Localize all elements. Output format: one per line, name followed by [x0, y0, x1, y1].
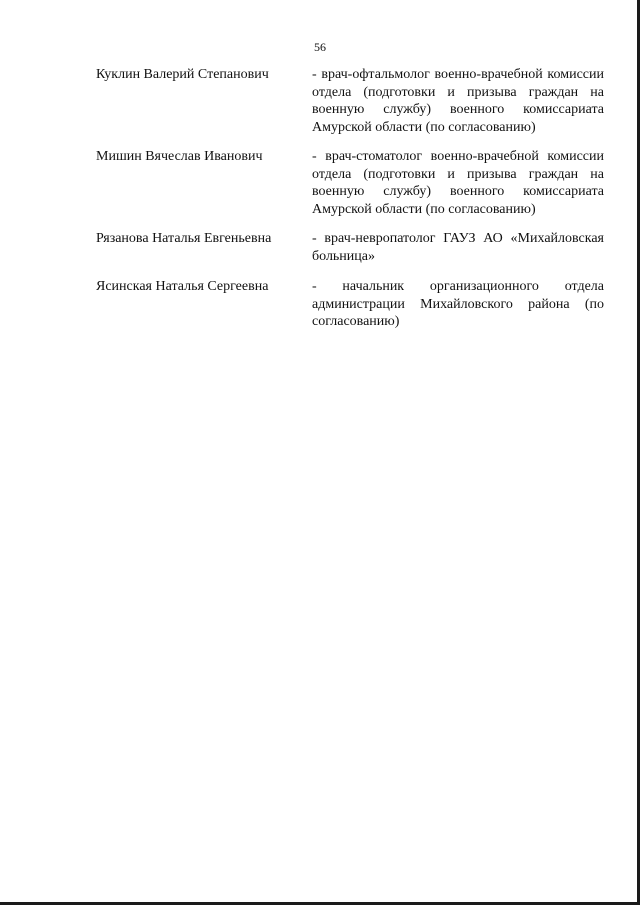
member-name: Ясинская Наталья Сергеевна — [96, 279, 269, 294]
commission-member-list — [96, 66, 606, 348]
member-entry — [96, 230, 606, 278]
page-number: 56 — [314, 40, 326, 54]
member-entry — [96, 278, 606, 348]
member-entry — [96, 148, 606, 230]
member-name: Рязанова Наталья Евгеньевна — [96, 231, 272, 246]
member-position: - врач-офтальмолог военно-врачебной комиссии отдела (подготовки и призыва граждан на военную службу) военного комиссариата Амурской области (по согласованию) — [312, 67, 604, 135]
member-position: - начальник организационного отдела администрации Михайловского района (по согласованию) — [312, 279, 604, 329]
member-position: - врач-стоматолог военно-врачебной комиссии отдела (подготовки и призыва граждан на военную службу) военного комиссариата Амурской области (по согласованию) — [312, 149, 604, 217]
member-name: Куклин Валерий Степанович — [96, 67, 269, 82]
member-position: - врач-невропатолог ГАУЗ АО «Михайловская больница» — [312, 231, 604, 264]
member-entry — [96, 66, 606, 148]
member-name: Мишин Вячеслав Иванович — [96, 149, 263, 164]
